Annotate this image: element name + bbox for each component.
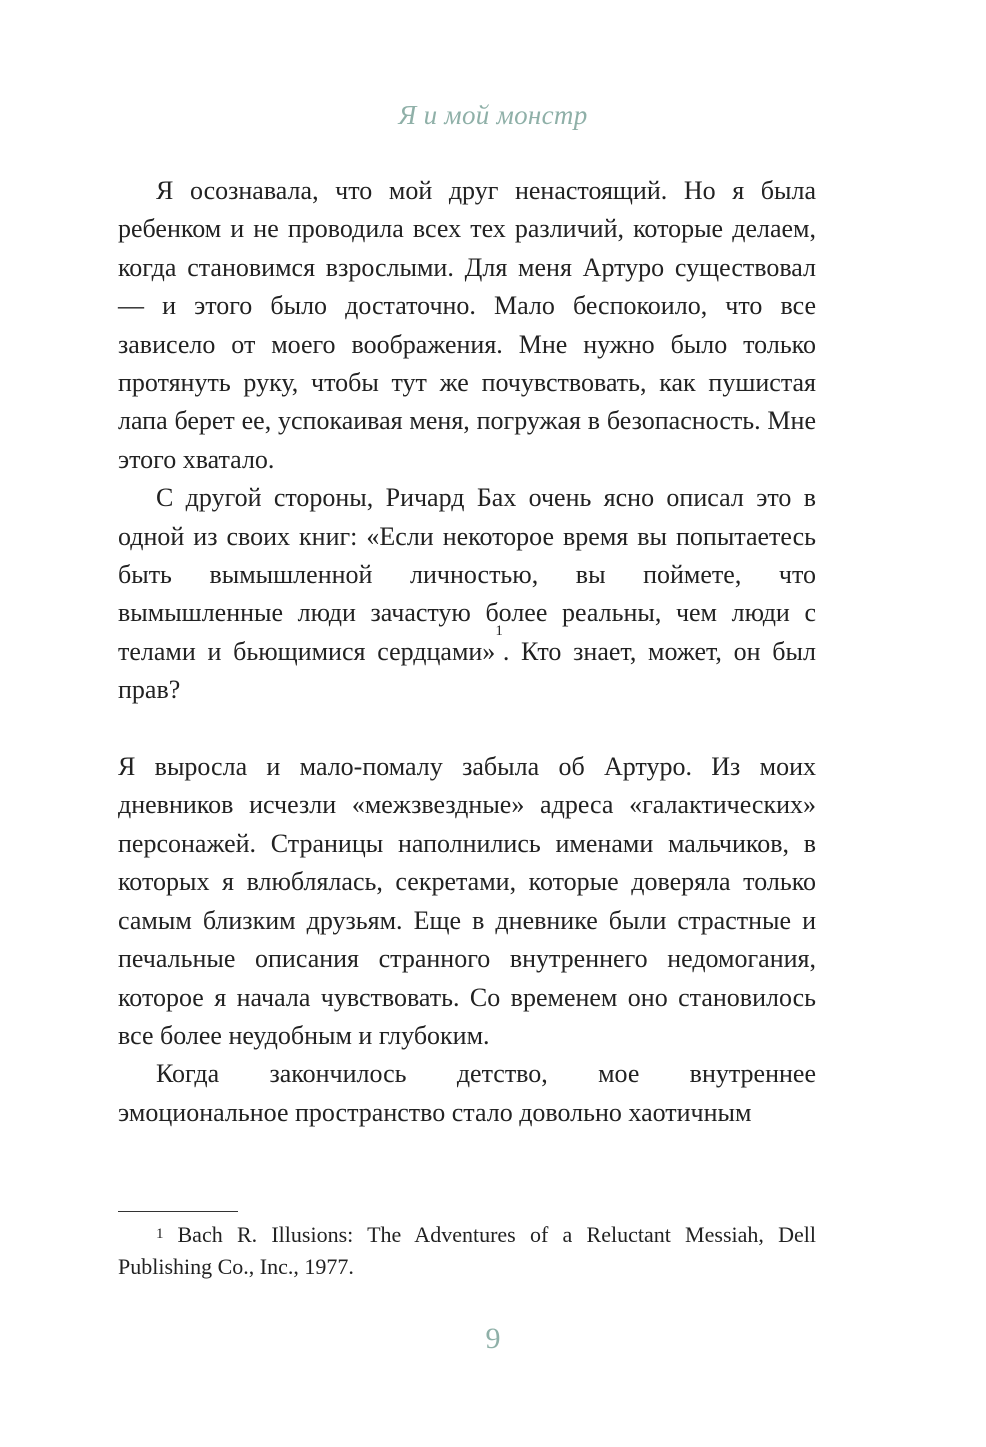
paragraph-3: Я выросла и мало-помалу забыла об Артуро. Из моих дневников исчезли «межзвездные» адреса «галактических» персонажей. Страницы наполнились именами мальчиков, в которых я влюблялась, секретами, которые доверяла только самым близким друзьям. Еще в дневнике были страстные и печальные описания странного внутреннего недомогания, которое я начала чувствовать. Со временем оно становилось все более неудобным и глубоким. xyxy=(118,752,816,1050)
footnote xyxy=(118,1219,816,1283)
body-text xyxy=(118,172,816,1132)
footnote-mark: 1 xyxy=(156,1226,164,1242)
running-head: Я и мой монстр xyxy=(398,100,588,130)
paragraph-4: Когда закончилось детство, мое внутреннее эмоциональное пространство стало довольно хаотичным xyxy=(118,1059,816,1127)
paragraph-2-text: С другой стороны, Ричард Бах очень ясно описал это в одной из своих книг: «Если некоторое время вы попытаетесь быть вымышленной личностью, вы поймете, что вымышленные люди зачастую более реальны, чем люди с телами и бьющимися сердцами» xyxy=(118,483,816,666)
paragraph-2 xyxy=(118,479,816,709)
footnote-divider xyxy=(118,1211,238,1212)
paragraph-2-tail: . Кто знает, может, он был прав? xyxy=(118,636,816,705)
footnote-reference: 1 xyxy=(495,622,503,639)
page-number: 9 xyxy=(485,1322,501,1355)
paragraph-1: Я осознавала, что мой друг ненастоящий. Но я была ребенком и не проводила всех тех различий, которые делаем, когда становимся взрослыми. Для меня Артуро существовал — и этого было достаточно. Мало беспокоило, что все зависело от моего воображения. Мне нужно было только протянуть руку, чтобы тут же почувствовать, как пушистая лапа берет ее, успокаивая меня, погружая в безопасность. Мне этого хватало. xyxy=(118,176,816,474)
footnote-text: Bach R. Illusions: The Adventures of a Reluctant Messiah, Dell Publishing Co., Inc., 1977. xyxy=(118,1222,816,1279)
